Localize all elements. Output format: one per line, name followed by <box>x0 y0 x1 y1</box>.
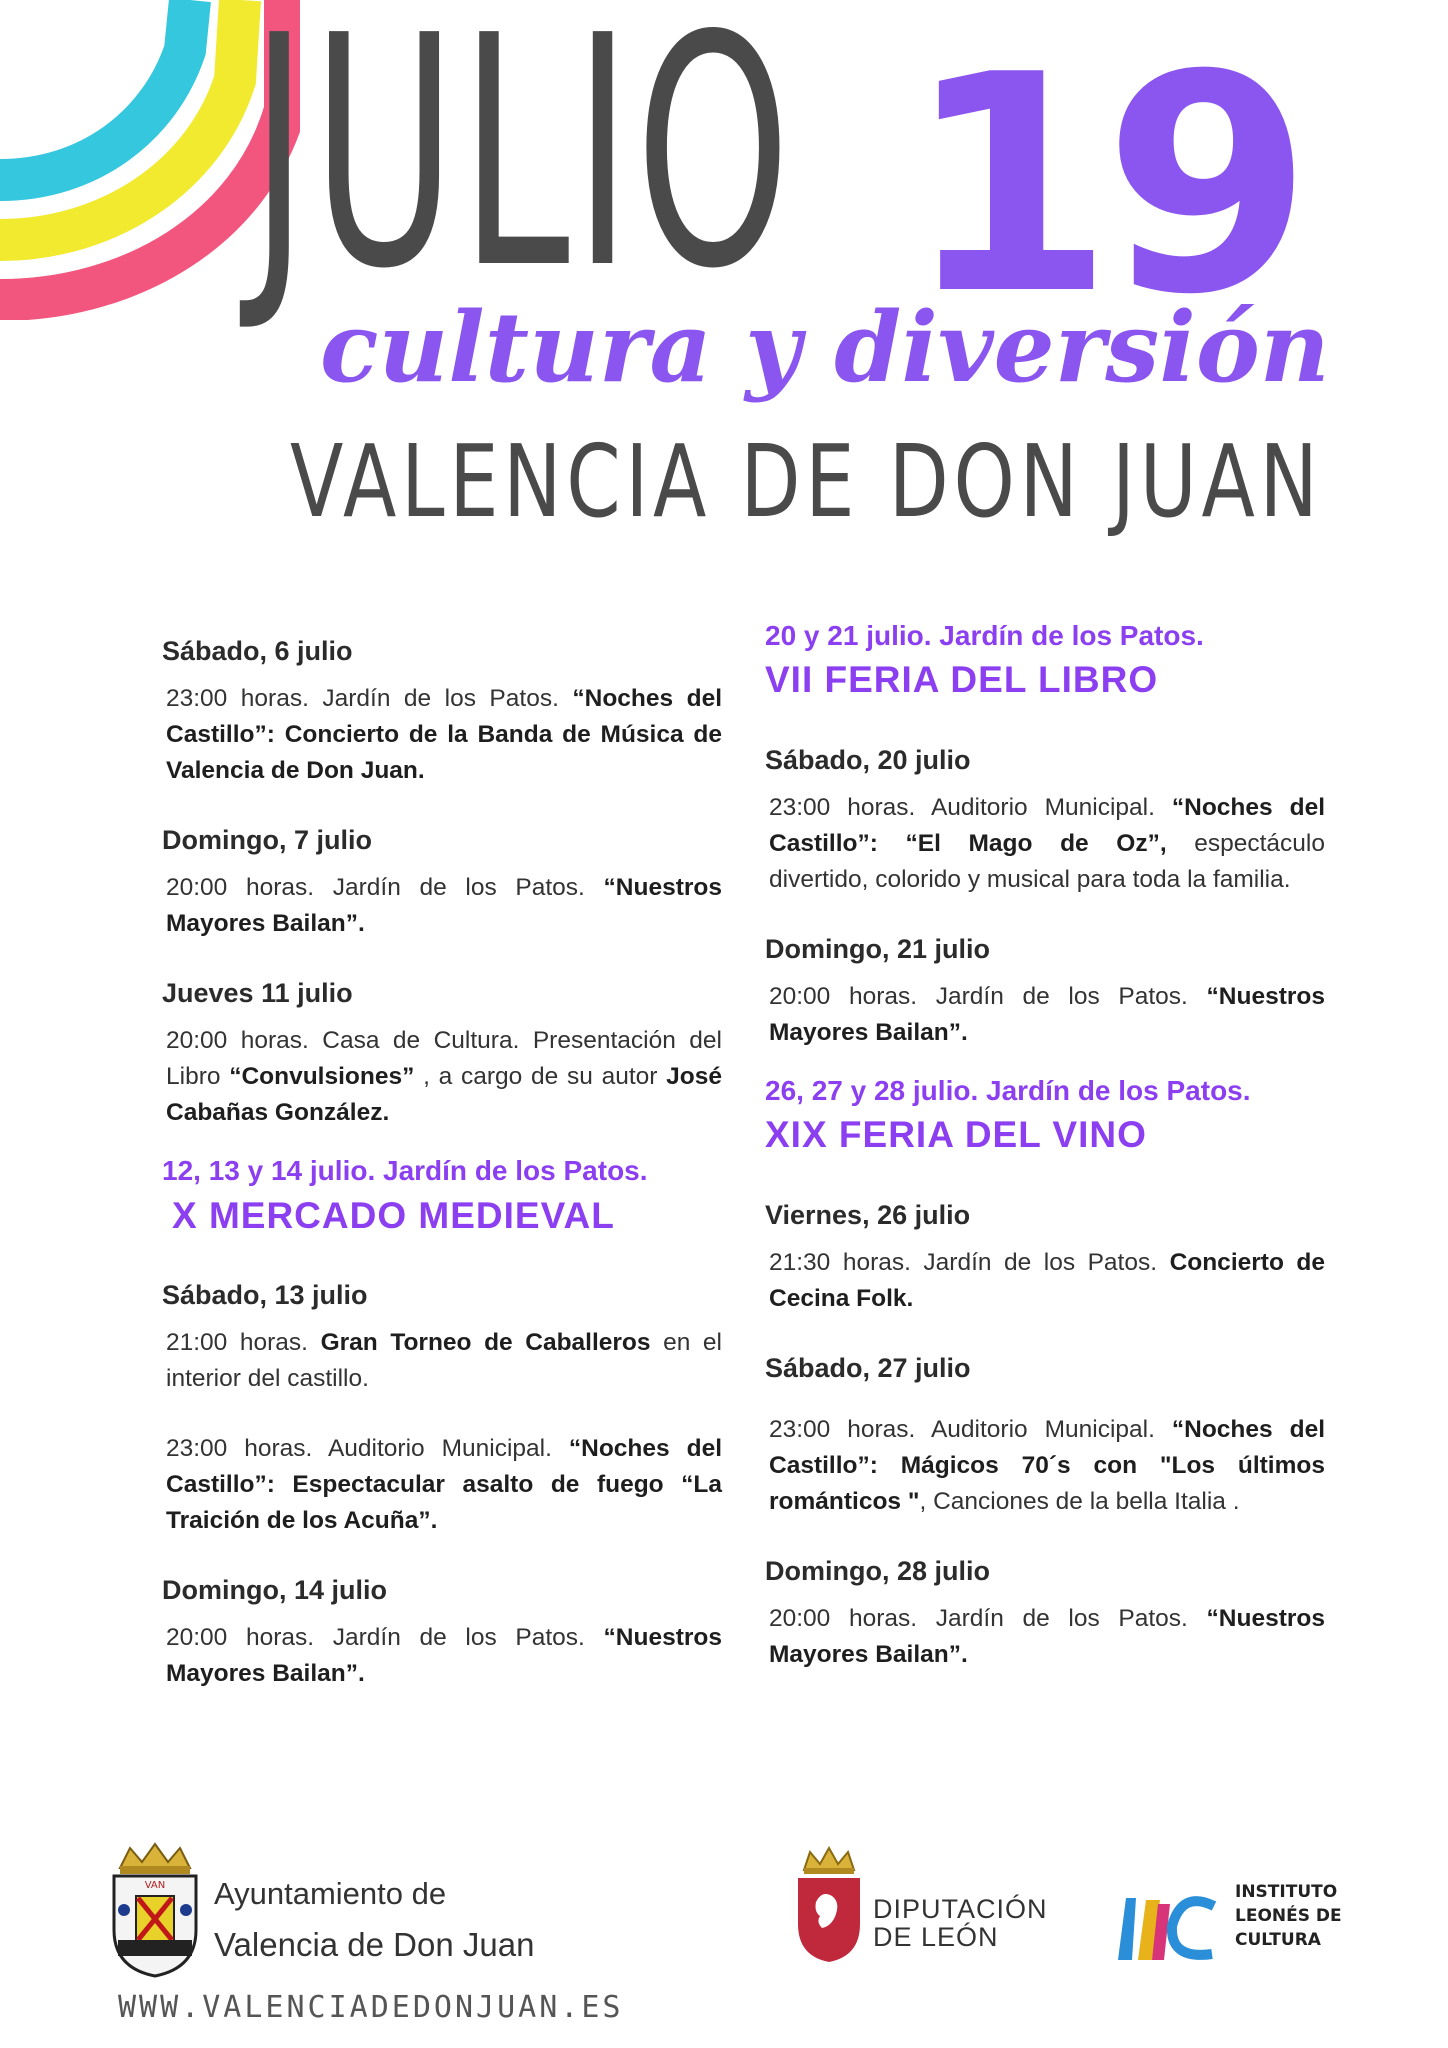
event-day: Domingo, 14 julio <box>162 1575 388 1606</box>
event-description: 23:00 horas. Auditorio Municipal. “Noches del Castillo”: Mágicos 70´s con "Los últimos románticos ", Canciones de la bella Italia . <box>769 1415 1325 1515</box>
program-right-column <box>765 618 1325 1707</box>
diputacion-leon-crest-icon <box>792 1846 866 1966</box>
instituto-leones-cultura-label: INSTITUTO LEONÉS DE CULTURA <box>1235 1882 1342 1950</box>
website-link[interactable]: WWW.VALENCIADEDONJUAN.ES <box>118 1990 624 2025</box>
event-description: 21:30 horas. Jardín de los Patos. Concierto de Cecina Folk. <box>769 1248 1325 1312</box>
event-description: 23:00 horas. Jardín de los Patos. “Noches del Castillo”: Concierto de la Banda de Música de Valencia de Don Juan. <box>166 685 722 785</box>
event-description: 20:00 horas. Jardín de los Patos. “Nuestros Mayores Bailan”. <box>769 1605 1325 1669</box>
section-title: VII FERIA DEL LIBRO <box>765 659 1159 701</box>
year-number: 19 <box>905 11 1303 360</box>
event-description: 20:00 horas. Jardín de los Patos. “Nuestros Mayores Bailan”. <box>166 874 722 938</box>
event-description: 20:00 horas. Jardín de los Patos. “Nuestros Mayores Bailan”. <box>166 1624 722 1688</box>
event-day: Jueves 11 julio <box>162 978 353 1009</box>
instituto-leones-cultura-logo-icon <box>1112 1890 1224 1966</box>
section-dates-heading: 26, 27 y 28 julio. Jardín de los Patos. <box>765 1074 1251 1106</box>
event-day: Sábado, 20 julio <box>765 744 971 775</box>
event-day: Sábado, 27 julio <box>765 1352 971 1383</box>
section-dates-heading: 12, 13 y 14 julio. Jardín de los Patos. <box>162 1155 648 1187</box>
event-day: Domingo, 21 julio <box>765 933 991 964</box>
month-title: JULIO <box>250 0 795 338</box>
event-day: Sábado, 6 julio <box>162 636 353 666</box>
diputacion-label-line1: DIPUTACIÓN <box>873 1894 1048 1924</box>
section-title: X MERCADO MEDIEVAL <box>172 1194 615 1236</box>
event-description: 23:00 horas. Auditorio Municipal. “Noches del Castillo”: “El Mago de Oz”, espectáculo divertido, colorido y musical para toda la familia. <box>769 793 1325 893</box>
event-day: Domingo, 28 julio <box>765 1555 991 1586</box>
svg-text:VAN: VAN <box>144 1880 166 1891</box>
event-description: 20:00 horas. Jardín de los Patos. “Nuestros Mayores Bailan”. <box>769 982 1325 1046</box>
tagline: cultura y diversión <box>320 291 1330 404</box>
diputacion-label-line2: DE LEÓN <box>873 1922 999 1952</box>
town-coat-of-arms-icon <box>100 1840 210 1980</box>
program-left-column <box>162 634 722 1726</box>
ayuntamiento-label-line1: Ayuntamiento de <box>214 1876 447 1911</box>
event-description: 23:00 horas. Auditorio Municipal. “Noches del Castillo”: Espectacular asalto de fuego “La Traición de los Acuña”. <box>166 1435 722 1535</box>
section-title: XIX FERIA DEL VINO <box>765 1114 1147 1156</box>
event-day: Sábado, 13 julio <box>162 1280 368 1311</box>
event-description: 20:00 horas. Casa de Cultura. Presentación del Libro “Convulsiones” , a cargo de su autor José Cabañas González. <box>166 1027 722 1127</box>
rainbow-cyan-band <box>0 0 190 180</box>
event-day: Domingo, 7 julio <box>162 825 372 856</box>
ayuntamiento-label-line2: Valencia de Don Juan <box>214 1926 535 1963</box>
town-name: VALENCIA DE DON JUAN <box>290 423 1323 540</box>
event-description: 21:00 horas. Gran Torneo de Caballeros en el interior del castillo. <box>166 1329 722 1393</box>
event-day: Viernes, 26 julio <box>765 1199 971 1230</box>
section-dates-heading: 20 y 21 julio. Jardín de los Patos. <box>765 620 1204 651</box>
